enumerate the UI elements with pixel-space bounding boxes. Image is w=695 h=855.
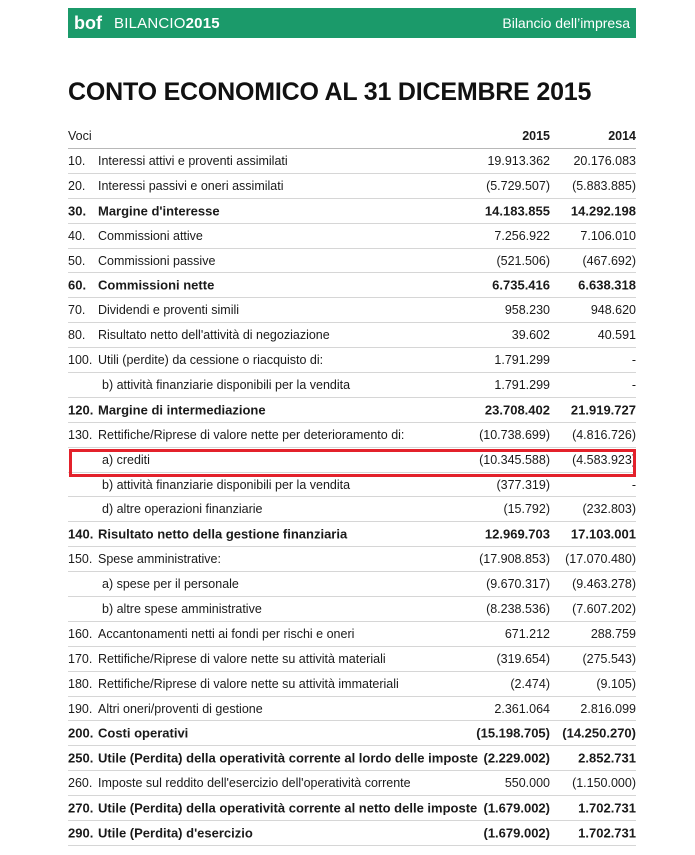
table-row: [68, 647, 636, 672]
table-row: [68, 224, 636, 249]
row-code: 270.: [68, 800, 94, 816]
section-title: Bilancio dell’impresa: [502, 15, 630, 31]
row-code: 30.: [68, 203, 87, 219]
table-row: [68, 746, 636, 771]
row-code: 250.: [68, 750, 94, 766]
table-row: [68, 672, 636, 697]
row-value-2015: (10.345.588): [479, 452, 550, 467]
table-row: [68, 149, 636, 174]
row-value-2014: 21.919.727: [570, 402, 636, 418]
row-value-2014: -: [631, 477, 636, 492]
table-body: [68, 149, 636, 846]
row-code: 50.: [68, 253, 86, 268]
row-value-2014: (1.150.000): [572, 776, 636, 791]
row-label: Utile (Perdita) della operatività corrente al netto delle imposte: [98, 800, 478, 816]
row-value-2014: (4.816.726): [572, 427, 636, 442]
table-row: [68, 721, 636, 746]
row-value-2015: 958.230: [504, 303, 550, 318]
table-row: [68, 298, 636, 323]
row-label: Utili (perdite) da cessione o riacquisto di:: [98, 353, 324, 368]
row-code: 60.: [68, 277, 87, 293]
table-row: [68, 771, 636, 796]
row-value-2014: (7.607.202): [572, 601, 636, 616]
row-value-2014: -: [631, 377, 636, 392]
row-value-2015: (2.474): [510, 676, 550, 691]
row-label: Commissioni attive: [98, 228, 203, 243]
row-value-2014: -: [631, 353, 636, 368]
row-label: Imposte sul reddito dell'esercizio dell'operatività corrente: [98, 776, 411, 791]
table-row: [68, 348, 636, 373]
row-value-2015: 550.000: [504, 776, 550, 791]
row-code: 150.: [68, 552, 93, 567]
table-row: [68, 398, 636, 423]
row-value-2014: (4.583.923): [572, 452, 636, 467]
row-code: 10.: [68, 153, 86, 168]
brand-prefix: BILANCIO: [114, 14, 186, 32]
row-value-2015: 39.602: [511, 328, 550, 343]
row-value-2015: 12.969.703: [484, 526, 550, 542]
income-statement-table: [68, 124, 636, 846]
row-label: Utile (Perdita) d'esercizio: [98, 825, 253, 841]
column-header-voci: Voci: [68, 129, 92, 143]
row-label: Accantonamenti netti ai fondi per rischi e oneri: [98, 626, 355, 641]
row-value-2014: 288.759: [590, 626, 636, 641]
row-value-2015: (8.238.536): [486, 601, 550, 616]
row-value-2014: 14.292.198: [570, 203, 636, 219]
table-row: [68, 174, 636, 199]
row-value-2014: (17.070.480): [565, 552, 636, 567]
row-value-2015: (15.198.705): [476, 725, 550, 741]
row-value-2015: (15.792): [503, 502, 550, 517]
row-label: Margine di intermediazione: [98, 402, 266, 418]
row-value-2015: (2.229.002): [483, 750, 550, 766]
table-row: [68, 572, 636, 597]
table-row: [68, 622, 636, 647]
row-value-2015: (1.679.002): [483, 800, 550, 816]
row-value-2014: (232.803): [582, 502, 636, 517]
row-label: Interessi passivi e oneri assimilati: [98, 178, 284, 193]
row-code: 120.: [68, 402, 94, 418]
row-label: Commissioni nette: [98, 277, 215, 293]
table-row: [68, 522, 636, 547]
table-row: [68, 796, 636, 821]
brand: [74, 13, 220, 33]
brand-text: [114, 15, 220, 32]
row-label: Interessi attivi e proventi assimilati: [98, 153, 288, 168]
row-label: Risultato netto dell'attività di negoziazione: [98, 328, 330, 343]
header-banner: [68, 8, 636, 38]
row-value-2015: (17.908.853): [479, 552, 550, 567]
table-row: [68, 547, 636, 572]
row-label: Rettifiche/Riprese di valore nette su attività materiali: [98, 651, 386, 666]
row-value-2015: (9.670.317): [486, 577, 550, 592]
table-row: [68, 597, 636, 622]
row-value-2014: (9.105): [596, 676, 636, 691]
row-label: Altri oneri/proventi di gestione: [98, 701, 263, 716]
table-row: [68, 199, 636, 224]
table-row: [68, 423, 636, 448]
row-value-2015: 2.361.064: [494, 701, 550, 716]
row-value-2015: 1.791.299: [494, 377, 550, 392]
table-row: [68, 497, 636, 522]
row-label: Margine d'interesse: [98, 203, 220, 219]
row-value-2015: 1.791.299: [494, 353, 550, 368]
row-code: 200.: [68, 725, 94, 741]
row-code: 140.: [68, 526, 94, 542]
row-value-2014: 7.106.010: [580, 228, 636, 243]
row-value-2015: 14.183.855: [484, 203, 550, 219]
row-value-2014: 948.620: [590, 303, 636, 318]
row-code: 180.: [68, 676, 93, 691]
row-value-2014: 1.702.731: [578, 825, 636, 841]
row-value-2015: 23.708.402: [484, 402, 550, 418]
row-label: Spese amministrative:: [98, 552, 221, 567]
row-value-2015: (521.506): [496, 253, 550, 268]
row-code: 260.: [68, 776, 93, 791]
row-value-2014: 1.702.731: [578, 800, 636, 816]
row-value-2014: (5.883.885): [572, 178, 636, 193]
row-value-2014: 40.591: [597, 328, 636, 343]
row-label: Costi operativi: [98, 725, 189, 741]
row-value-2014: 2.852.731: [578, 750, 636, 766]
table-row: [68, 697, 636, 722]
row-code: 80.: [68, 328, 86, 343]
row-value-2015: 7.256.922: [494, 228, 550, 243]
row-label: Dividendi e proventi simili: [98, 303, 240, 318]
row-label: a) spese per il personale: [102, 577, 239, 592]
row-value-2015: (377.319): [496, 477, 550, 492]
table-row: [68, 473, 636, 498]
row-code: 290.: [68, 825, 94, 841]
row-value-2014: (467.692): [582, 253, 636, 268]
row-value-2015: (1.679.002): [483, 825, 550, 841]
row-code: 170.: [68, 651, 93, 666]
row-value-2014: 17.103.001: [570, 526, 636, 542]
row-value-2014: 20.176.083: [573, 153, 636, 168]
table-row: [68, 323, 636, 348]
row-value-2014: 2.816.099: [580, 701, 636, 716]
row-label: b) altre spese amministrative: [102, 601, 262, 616]
row-label: d) altre operazioni finanziarie: [102, 502, 263, 517]
table-row: [68, 448, 636, 473]
bof-logo-icon: [74, 13, 108, 33]
column-header-2015: 2015: [522, 129, 550, 143]
row-label: a) crediti: [102, 452, 150, 467]
row-value-2015: (5.729.507): [486, 178, 550, 193]
row-code: 70.: [68, 303, 86, 318]
row-code: 40.: [68, 228, 86, 243]
table-row: [68, 273, 636, 298]
svg-text:bof: bof: [74, 13, 102, 33]
row-value-2014: 6.638.318: [578, 277, 636, 293]
row-value-2015: 6.735.416: [492, 277, 550, 293]
row-code: 130.: [68, 427, 93, 442]
row-value-2015: (319.654): [496, 651, 550, 666]
page-title: CONTO ECONOMICO AL 31 DICEMBRE 2015: [68, 78, 592, 106]
row-value-2015: 671.212: [504, 626, 550, 641]
row-code: 190.: [68, 701, 93, 716]
row-code: 100.: [68, 353, 93, 368]
row-value-2014: (14.250.270): [562, 725, 636, 741]
row-code: 20.: [68, 178, 86, 193]
row-label: Rettifiche/Riprese di valore nette su attività immateriali: [98, 676, 399, 691]
row-label: b) attività finanziarie disponibili per la vendita: [102, 377, 351, 392]
brand-year: 2015: [185, 14, 220, 32]
row-value-2014: (9.463.278): [572, 577, 636, 592]
row-value-2015: 19.913.362: [487, 153, 550, 168]
table-row: [68, 249, 636, 274]
row-label: Rettifiche/Riprese di valore nette per deterioramento di:: [98, 427, 405, 442]
row-label: Utile (Perdita) della operatività corrente al lordo delle imposte: [98, 750, 478, 766]
table-row: [68, 821, 636, 846]
column-header-2014: 2014: [608, 129, 636, 143]
table-row: [68, 373, 636, 398]
row-label: b) attività finanziarie disponibili per la vendita: [102, 477, 351, 492]
row-value-2015: (10.738.699): [479, 427, 550, 442]
row-label: Risultato netto della gestione finanziaria: [98, 526, 348, 542]
row-value-2014: (275.543): [582, 651, 636, 666]
table-header: [68, 124, 636, 149]
row-code: 160.: [68, 626, 93, 641]
row-label: Commissioni passive: [98, 253, 216, 268]
